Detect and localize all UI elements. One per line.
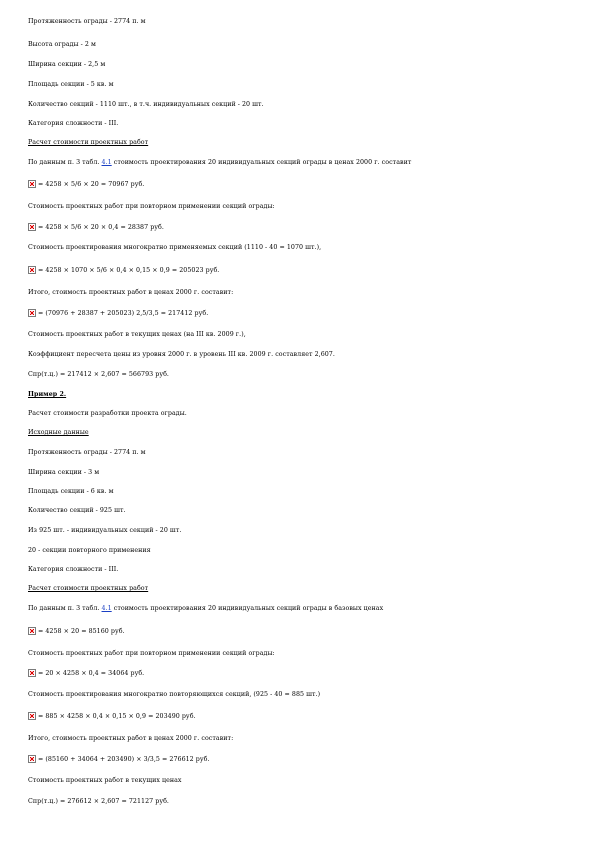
text-line: Количество секций - 925 шт. [28,507,126,514]
text-line: Высота ограды - 2 м [28,41,96,48]
formula-line [28,627,125,636]
text-line: Протяженность ограды - 2774 п. м [28,449,146,456]
text-line: Площадь секции - 5 кв. м [28,81,114,88]
text-line: Итого, стоимость проектных работ в ценах 2000 г. составит: [28,735,234,742]
text-line: Протяженность ограды - 2774 п. м [28,18,146,25]
text-line: 20 - секции повторного применения [28,547,151,554]
formula-line [28,755,210,764]
text-line: Стоимость проектных работ при повторном применении секций ограды: [28,203,275,210]
text-line: Стоимость проектирования многократно повторяющихся секций, (925 - 40 = 885 шт.) [28,691,321,698]
formula-text: = 4258 × 5/6 × 20 × 0,4 = 28387 руб. [38,224,164,231]
text-span: стоимость проектирования 20 индивидуальных секций ограды в базовых ценах [111,605,384,612]
broken-image-icon [28,755,36,763]
formula-line [28,669,144,678]
text-span: стоимость проектирования 20 индивидуальных секций ограды в ценах 2000 г. составит [111,159,412,166]
section-heading: Расчет стоимости проектных работ [28,585,149,592]
formula-text: = 4258 × 20 = 85160 руб. [38,628,125,635]
broken-image-icon [28,180,36,188]
text-line: Ширина секции - 3 м [28,469,100,476]
formula-text: = (85160 + 34064 + 203490) × 3/3,5 = 276612 руб. [38,756,210,763]
formula-line [28,266,219,275]
formula-text: = 885 × 4258 × 0,4 × 0,15 × 0,9 = 203490 руб. [38,713,196,720]
text-line: Спр(т.ц.) = 276612 × 2,607 = 721127 руб. [28,798,169,805]
formula-text: = 4258 × 1070 × 5/6 × 0,4 × 0,15 × 0,9 = 205023 руб. [38,267,220,274]
broken-image-icon [28,712,36,720]
broken-image-icon [28,627,36,635]
broken-image-icon [28,223,36,231]
text-span: По данным п. 3 табл. [28,159,102,166]
text-line: Категория сложности - III. [28,566,119,573]
text-line: Стоимость проектных работ при повторном применении секций ограды: [28,650,275,657]
text-line: Стоимость проектных работ в текущих ценах [28,777,182,784]
text-span: По данным п. 3 табл. [28,605,102,612]
text-line: Количество секций - 1110 шт., в т.ч. индивидуальных секций - 20 шт. [28,101,264,108]
table-link[interactable]: 4.1 [101,159,112,166]
broken-image-icon [28,309,36,317]
text-line: Площадь секции - 6 кв. м [28,488,114,495]
formula-line [28,712,196,721]
section-heading: Расчет стоимости проектных работ [28,139,149,146]
text-line: Спр(т.ц.) = 217412 × 2,607 = 566793 руб. [28,371,169,378]
table-link[interactable]: 4.1 [101,605,112,612]
text-line: Стоимость проектирования многократно применяемых секций (1110 - 40 = 1070 шт.), [28,244,322,251]
broken-image-icon [28,669,36,677]
text-line: Из 925 шт. - индивидуальных секций - 20 шт. [28,527,182,534]
text-line-with-link [28,158,411,167]
formula-text: = (70976 + 28387 + 205023) 2,5/3,5 = 217412 руб. [38,310,209,317]
formula-line [28,309,208,318]
text-line: Итого, стоимость проектных работ в ценах 2000 г. составит: [28,289,234,296]
formula-text: = 4258 × 5/6 × 20 = 70967 руб. [38,181,145,188]
broken-image-icon [28,266,36,274]
text-line: Коэффициент пересчета цены из уровня 2000 г. в уровень III кв. 2009 г. составляет 2,607. [28,351,335,358]
text-line: Категория сложности - III. [28,120,119,127]
text-line: Расчет стоимости разработки проекта ограды. [28,410,187,417]
formula-line [28,180,144,189]
text-line: Стоимость проектных работ в текущих ценах (на III кв. 2009 г.), [28,331,246,338]
text-line: Ширина секции - 2,5 м [28,61,106,68]
formula-text: = 20 × 4258 × 0,4 = 34064 руб. [38,670,145,677]
section-heading: Исходные данные [28,429,89,436]
formula-line [28,223,164,232]
text-line-with-link [28,604,383,613]
example-heading: Пример 2. [28,391,67,398]
